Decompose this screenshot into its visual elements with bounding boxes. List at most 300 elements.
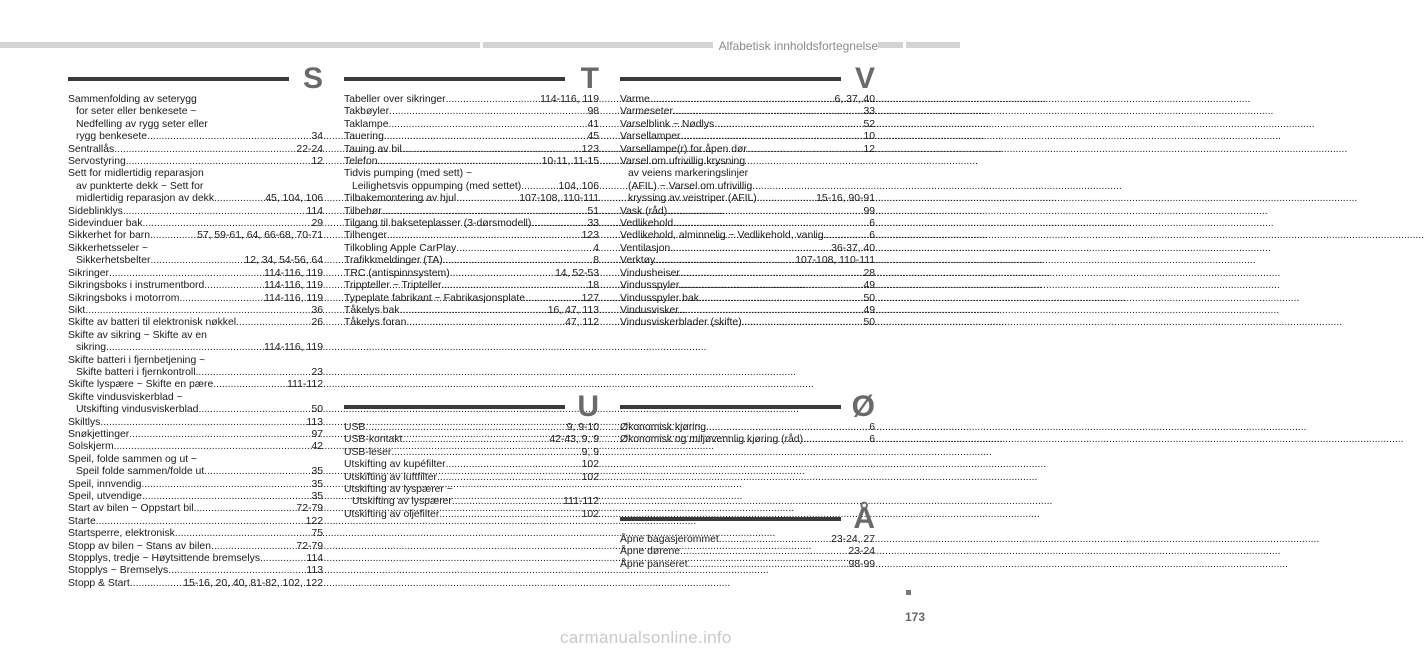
index-entry bbox=[68, 404, 323, 416]
index-entry: Sett for midlertidig reparasjon bbox=[68, 168, 204, 180]
index-entry bbox=[344, 206, 599, 218]
entry-pages: 114-116, 119 bbox=[264, 292, 323, 304]
dot-leader bbox=[714, 119, 863, 131]
entry-pages: 9, 9 bbox=[581, 446, 599, 458]
index-section-s bbox=[68, 62, 323, 590]
entry-term: Tåkelys foran bbox=[344, 317, 407, 329]
dot-leader bbox=[439, 509, 581, 521]
entry-pages: 99 bbox=[863, 205, 875, 217]
entry-term: Stopplys, tredje ~ Høytsittende bremselys bbox=[68, 553, 261, 565]
entry-pages: 42 bbox=[311, 441, 323, 453]
dot-leader bbox=[446, 459, 582, 471]
dot-leader bbox=[670, 243, 831, 255]
entry-term: Utskifting vindusviskerblad bbox=[76, 404, 199, 416]
dot-leader bbox=[211, 541, 296, 553]
entry-term: Sikringsboks i motorrom bbox=[68, 292, 180, 304]
entry-pages: 50 bbox=[311, 404, 323, 416]
index-entry bbox=[68, 255, 323, 267]
index-entry bbox=[68, 429, 323, 441]
index-entry bbox=[620, 293, 875, 305]
dot-leader bbox=[365, 422, 566, 434]
index-entry bbox=[620, 131, 875, 143]
index-entry bbox=[344, 472, 599, 484]
section-header bbox=[620, 62, 875, 95]
entry-pages: 102 bbox=[581, 508, 599, 520]
entry-term: Vindusviskerblader (skifte) bbox=[620, 317, 742, 329]
dot-leader bbox=[109, 268, 264, 280]
entry-term: Vedlikehold, alminnelig ~ Vedlikehold, vanlig bbox=[620, 230, 824, 242]
index-entry bbox=[620, 255, 875, 267]
dot-leader bbox=[378, 156, 542, 168]
dot-leader bbox=[680, 268, 864, 280]
index-entry bbox=[620, 305, 875, 317]
entry-pages: 49 bbox=[863, 280, 875, 292]
index-entry: (AFIL) ~ Varsel om ufrivillig bbox=[628, 180, 753, 192]
entry-pages: 12, 34, 54-56, 64 bbox=[244, 255, 323, 267]
index-entry bbox=[620, 144, 875, 156]
index-entry: Sikkerhetsseler ~ bbox=[68, 242, 148, 254]
entry-pages: 127 bbox=[581, 292, 599, 304]
dot-leader bbox=[667, 206, 863, 218]
index-entries bbox=[620, 534, 875, 571]
index-entry bbox=[344, 447, 599, 459]
index-entry bbox=[344, 106, 599, 118]
entry-term: Sikkerhetsbelter bbox=[76, 255, 151, 267]
index-entry: Nedfelling av rygg seter eller bbox=[76, 118, 208, 130]
entry-term: Tåkelys bak bbox=[344, 304, 400, 316]
index-entry: av punkterte dekk ~ Sett for bbox=[76, 180, 204, 192]
index-entry bbox=[344, 280, 599, 292]
index-entry bbox=[620, 206, 875, 218]
dot-leader bbox=[803, 434, 869, 446]
entry-term: Tilkobling Apple CarPlay bbox=[344, 242, 457, 254]
entry-term: Servostyring bbox=[68, 156, 126, 168]
index-entry bbox=[344, 218, 599, 230]
index-entry: av veiens markeringslinjer bbox=[628, 168, 749, 180]
entry-pages: 49 bbox=[863, 304, 875, 316]
index-entry bbox=[68, 491, 323, 503]
entry-pages: 45 bbox=[587, 131, 599, 143]
entry-pages: 72-79 bbox=[296, 540, 323, 552]
watermark-text: carmanualsonline.info bbox=[560, 628, 732, 647]
dot-leader bbox=[114, 441, 312, 453]
index-entry bbox=[344, 181, 599, 193]
dot-leader bbox=[680, 131, 863, 143]
dot-leader bbox=[699, 293, 863, 305]
entry-term: Taklampe bbox=[344, 118, 389, 130]
dot-leader bbox=[679, 280, 863, 292]
entry-term: Utskifting av oljefilter bbox=[344, 508, 440, 520]
entry-term: Sideblinklys bbox=[68, 205, 123, 217]
entry-pages: 36 bbox=[311, 304, 323, 316]
entry-term: Utskifting av lyspærer bbox=[352, 496, 452, 508]
entry-term: Varsellampe(r) for åpen dør bbox=[620, 143, 747, 155]
dot-leader bbox=[757, 193, 816, 205]
entry-term: Stopp & Start bbox=[68, 577, 130, 589]
entry-term: Vindusvisker bbox=[620, 304, 679, 316]
entry-term: Speil, innvendig bbox=[68, 478, 142, 490]
entry-term: Stopplys ~ Bremselys bbox=[68, 565, 169, 577]
dot-leader bbox=[747, 144, 864, 156]
dot-leader bbox=[443, 255, 593, 267]
index-entry bbox=[344, 317, 599, 329]
index-entries bbox=[344, 422, 599, 521]
entry-pages: 113 bbox=[306, 565, 323, 577]
section-header bbox=[344, 62, 599, 95]
dot-leader bbox=[179, 293, 264, 305]
entry-term: Tilbakemontering av hjul bbox=[344, 193, 457, 205]
dot-leader bbox=[824, 230, 870, 242]
entry-pages: 111-112 bbox=[563, 496, 599, 508]
entry-pages: 22-24 bbox=[296, 143, 323, 155]
index-entry bbox=[344, 496, 599, 508]
entry-pages: 114-116, 119 bbox=[540, 94, 599, 105]
index-entry bbox=[68, 417, 323, 429]
dot-leader bbox=[114, 144, 296, 156]
entry-pages: 14, 52-53 bbox=[555, 267, 599, 279]
entry-term: Varsellamper bbox=[620, 131, 681, 143]
dot-leader bbox=[143, 218, 312, 230]
index-entry bbox=[344, 193, 599, 205]
index-entry bbox=[68, 503, 323, 515]
entry-pages: 114-116, 119 bbox=[264, 267, 323, 279]
index-entry bbox=[68, 305, 323, 317]
index-section-u bbox=[344, 390, 599, 521]
entry-term: Ventilasjon bbox=[620, 242, 671, 254]
index-section-v bbox=[620, 62, 875, 330]
entry-term: Økonomisk og miljøvennlig kjøring (råd) bbox=[620, 434, 804, 446]
dot-leader bbox=[150, 230, 197, 242]
index-entry: Utskifting av lyspærer ~ bbox=[344, 484, 453, 496]
dot-leader bbox=[531, 218, 587, 230]
index-entry: Speil, folde sammen og ut ~ bbox=[68, 453, 198, 465]
entry-pages: 107-108, 110-111 bbox=[795, 255, 875, 267]
entry-term: Utskifting av luftfilter bbox=[344, 471, 437, 483]
dot-leader bbox=[456, 193, 519, 205]
entry-pages: 16, 47, 113 bbox=[547, 304, 599, 316]
section-header bbox=[68, 62, 323, 95]
index-entry bbox=[68, 280, 323, 292]
entry-pages: 23 bbox=[311, 366, 323, 378]
dot-leader bbox=[204, 466, 311, 478]
entry-term: Typeplate fabrikant ~ Fabrikasjonsplate bbox=[344, 292, 526, 304]
index-entry: Varsel om ufrivillig krysning bbox=[620, 156, 746, 168]
entry-pages: 26 bbox=[311, 317, 323, 329]
entry-pages: 9, 9-10 bbox=[566, 422, 599, 433]
index-entry bbox=[620, 280, 875, 292]
index-entry: Skifte batteri i fjernbetjening ~ bbox=[68, 354, 206, 366]
index-entry bbox=[68, 379, 323, 391]
section-letter: V bbox=[854, 62, 875, 95]
entry-term: Åpne panseret bbox=[620, 558, 688, 570]
entry-term: USB-leser bbox=[344, 446, 392, 458]
entry-pages: 23-24, 27 bbox=[831, 534, 875, 545]
entry-term: rygg benkesete bbox=[76, 131, 148, 143]
index-entry: for seter eller benkesete ~ bbox=[76, 106, 197, 118]
entry-pages: 33 bbox=[587, 218, 599, 230]
dot-leader bbox=[142, 491, 311, 503]
entry-pages: 98 bbox=[587, 106, 599, 118]
dot-leader bbox=[742, 317, 864, 329]
entry-pages: 6 bbox=[869, 230, 875, 242]
entry-term: Skifte batteri i fjernkontroll bbox=[76, 366, 196, 378]
dot-leader bbox=[673, 106, 864, 118]
dot-leader bbox=[406, 317, 565, 329]
dot-leader bbox=[456, 243, 593, 255]
section-rule bbox=[620, 77, 841, 81]
entry-term: Vask (råd) bbox=[620, 205, 668, 217]
dot-leader bbox=[446, 94, 540, 106]
index-entry bbox=[68, 206, 323, 218]
dot-leader bbox=[688, 559, 849, 571]
entry-pages: 114-116, 119 bbox=[264, 342, 323, 354]
dot-leader bbox=[213, 379, 287, 391]
index-entry bbox=[68, 516, 323, 528]
dot-leader bbox=[123, 206, 307, 218]
entry-term: Sidevinduer bak bbox=[68, 218, 143, 230]
entry-pages: 45, 104, 106 bbox=[265, 193, 323, 205]
index-section-oe bbox=[620, 390, 875, 447]
index-entry bbox=[620, 218, 875, 230]
entry-pages: 10-11, 11-15 bbox=[541, 156, 599, 168]
entry-term: Takbøyler bbox=[344, 106, 390, 118]
entry-term: Varselblink ~ Nødlys bbox=[620, 118, 715, 130]
dot-leader bbox=[679, 305, 864, 317]
header-bar-left bbox=[0, 42, 480, 48]
index-entry bbox=[620, 193, 875, 205]
dot-leader bbox=[129, 429, 311, 441]
index-entry bbox=[68, 156, 323, 168]
entry-term: Leilighetsvis oppumping (med settet) bbox=[352, 180, 522, 192]
entry-term: Åpne dørene bbox=[620, 546, 681, 558]
dot-leader bbox=[402, 144, 582, 156]
entry-pages: 42-43, 9, 9 bbox=[549, 434, 599, 446]
entry-pages: 47, 112 bbox=[565, 317, 599, 329]
dot-leader bbox=[194, 503, 297, 515]
dot-leader bbox=[126, 156, 312, 168]
index-entry: Tidvis pumping (med sett) ~ bbox=[344, 168, 473, 180]
dot-leader bbox=[382, 206, 588, 218]
entry-term: Start av bilen ~ Oppstart bil bbox=[68, 503, 194, 515]
dot-leader bbox=[175, 528, 312, 540]
entry-term: Speil, utvendige bbox=[68, 491, 142, 502]
dot-leader bbox=[452, 496, 563, 508]
index-entry bbox=[344, 119, 599, 131]
index-entry bbox=[620, 243, 875, 255]
dot-leader bbox=[100, 417, 306, 429]
entry-term: Åpne bagasjerommet bbox=[620, 534, 719, 545]
section-rule bbox=[620, 517, 841, 521]
entry-pages: 111-112 bbox=[287, 379, 323, 391]
entry-term: TRC (antispinnsystem) bbox=[344, 267, 450, 279]
index-entry bbox=[620, 94, 875, 106]
entry-term: Sikringsboks i instrumentbord bbox=[68, 280, 205, 292]
dot-leader bbox=[391, 447, 581, 459]
dot-leader bbox=[260, 553, 306, 565]
index-entries bbox=[620, 94, 875, 330]
index-entry bbox=[344, 255, 599, 267]
dot-leader bbox=[384, 131, 588, 143]
entry-term: Sikt bbox=[68, 304, 86, 316]
dot-leader bbox=[151, 255, 245, 267]
entry-term: Varme bbox=[620, 94, 650, 105]
index-entry bbox=[68, 441, 323, 453]
entry-pages: 18 bbox=[587, 280, 599, 292]
entry-term: Utskifting av kupéfilter bbox=[344, 459, 446, 471]
index-entry bbox=[68, 553, 323, 565]
dot-leader bbox=[214, 193, 265, 205]
entry-pages: 28 bbox=[863, 267, 875, 279]
entry-pages: 29 bbox=[311, 218, 323, 230]
entry-term: Vedlikehold bbox=[620, 218, 674, 230]
dot-leader bbox=[673, 218, 869, 230]
entry-pages: 36-37, 40 bbox=[831, 242, 875, 254]
entry-term: USB-kontakt bbox=[344, 434, 403, 446]
entry-term: Stopp av bilen ~ Stans av bilen bbox=[68, 540, 211, 552]
entry-pages: 10 bbox=[863, 131, 875, 143]
entry-term: Skifte av batteri til elektronisk nøkkel bbox=[68, 317, 237, 329]
section-letter: U bbox=[577, 390, 599, 423]
index-entry bbox=[344, 230, 599, 242]
entry-pages: 12 bbox=[863, 143, 875, 155]
section-letter: T bbox=[580, 62, 599, 95]
index-section-t bbox=[344, 62, 599, 330]
dot-leader bbox=[650, 94, 835, 106]
index-entry bbox=[68, 541, 323, 553]
entry-pages: 15-16, 90-91 bbox=[816, 193, 875, 205]
dot-leader bbox=[402, 434, 549, 446]
entry-pages: 114 bbox=[306, 205, 323, 217]
index-entry bbox=[344, 268, 599, 280]
dot-leader bbox=[387, 230, 582, 242]
index-entry bbox=[620, 559, 875, 571]
entry-term: Skiltlys bbox=[68, 416, 101, 428]
index-entry bbox=[344, 94, 599, 106]
index-entry bbox=[620, 546, 875, 558]
entry-term: Starte bbox=[68, 515, 96, 527]
dot-leader bbox=[196, 367, 312, 379]
index-entry bbox=[344, 422, 599, 434]
entry-pages: 123 bbox=[581, 143, 599, 155]
entry-term: Tabeller over sikringer bbox=[344, 94, 446, 105]
index-entry bbox=[68, 578, 323, 590]
entry-term: Tauing av bil bbox=[344, 143, 402, 155]
section-header bbox=[620, 502, 875, 535]
index-entry bbox=[620, 230, 875, 242]
dot-leader bbox=[521, 181, 558, 193]
entry-pages: 107-108, 110-111 bbox=[519, 193, 599, 205]
entry-pages: 104, 106 bbox=[558, 180, 599, 192]
entry-pages: 114 bbox=[306, 553, 323, 565]
entry-pages: 6 bbox=[869, 434, 875, 446]
index-entries bbox=[68, 94, 323, 590]
entry-pages: 52 bbox=[863, 118, 875, 130]
entry-term: USB bbox=[344, 422, 366, 433]
entry-pages: 6 bbox=[869, 422, 875, 433]
entry-pages: 114-116, 119 bbox=[264, 280, 323, 292]
entry-term: Startsperre, elektronisk bbox=[68, 528, 175, 540]
index-entry bbox=[344, 131, 599, 143]
entry-pages: 41 bbox=[587, 118, 599, 130]
index-entry bbox=[344, 156, 599, 168]
entry-term: Skifte lyspære ~ Skifte en pære bbox=[68, 379, 214, 391]
index-entry bbox=[344, 144, 599, 156]
index-entry bbox=[68, 230, 323, 242]
dot-leader bbox=[106, 342, 264, 354]
page-header-title: Alfabetisk innholdsfortegnelse bbox=[713, 40, 878, 52]
index-entry bbox=[68, 317, 323, 329]
index-entry bbox=[344, 293, 599, 305]
index-entry bbox=[68, 144, 323, 156]
entry-pages: 57, 59-61, 64, 66-68, 70-71 bbox=[197, 230, 323, 242]
entry-term: Speil folde sammen/folde ut bbox=[76, 466, 205, 478]
entry-term: Tauering bbox=[344, 131, 384, 143]
index-entry bbox=[344, 509, 599, 521]
index-entry bbox=[68, 193, 323, 205]
dot-leader bbox=[442, 280, 588, 292]
entry-term: Snøkjettinger bbox=[68, 428, 130, 440]
entry-term: Sikkerhet for barn bbox=[68, 230, 151, 242]
entry-term: kryssing av veistriper (AFIL) bbox=[628, 193, 757, 205]
entry-term: Økonomisk kjøring bbox=[620, 422, 707, 433]
dot-leader bbox=[399, 305, 547, 317]
page-marker-square bbox=[906, 590, 911, 595]
dot-leader bbox=[85, 305, 311, 317]
entry-pages: 51 bbox=[587, 205, 599, 217]
entry-term: Verktøy bbox=[620, 255, 656, 267]
dot-leader bbox=[141, 479, 311, 491]
entry-term: Tilhenger bbox=[344, 230, 387, 242]
index-entry bbox=[344, 243, 599, 255]
index-entry bbox=[620, 534, 875, 546]
entry-term: Varmeseter bbox=[620, 106, 673, 118]
index-entries bbox=[344, 94, 599, 330]
index-entries bbox=[620, 422, 875, 447]
entry-pages: 35 bbox=[311, 491, 323, 502]
dot-leader bbox=[96, 516, 306, 528]
entry-term: Tilgang til bakseteplasser (3-dørsmodell) bbox=[344, 218, 532, 230]
index-entry bbox=[344, 434, 599, 446]
index-entry bbox=[344, 459, 599, 471]
dot-leader bbox=[389, 106, 587, 118]
entry-pages: 4 bbox=[593, 242, 599, 254]
index-entry bbox=[620, 422, 875, 434]
dot-leader bbox=[680, 546, 848, 558]
section-letter: S bbox=[302, 62, 323, 95]
dot-leader bbox=[198, 404, 311, 416]
entry-term: midlertidig reparasjon av dekk bbox=[76, 193, 215, 205]
dot-leader bbox=[147, 131, 311, 143]
entry-pages: 33 bbox=[863, 106, 875, 118]
dot-leader bbox=[450, 268, 555, 280]
index-entry bbox=[68, 479, 323, 491]
entry-pages: 102 bbox=[581, 459, 599, 471]
index-entry: Skifte vindusviskerblad ~ bbox=[68, 391, 183, 403]
section-letter: Ø bbox=[851, 390, 875, 423]
dot-leader bbox=[655, 255, 795, 267]
dot-leader bbox=[168, 565, 306, 577]
dot-leader bbox=[204, 280, 264, 292]
entry-term: sikring bbox=[76, 342, 107, 354]
section-header bbox=[620, 390, 875, 423]
index-section-aa bbox=[620, 502, 875, 571]
index-entry bbox=[68, 367, 323, 379]
entry-pages: 35 bbox=[311, 478, 323, 490]
entry-pages: 72-79 bbox=[296, 503, 323, 515]
entry-pages: 75 bbox=[311, 528, 323, 540]
entry-pages: 50 bbox=[863, 292, 875, 304]
entry-pages: 6, 37, 40 bbox=[834, 94, 875, 105]
